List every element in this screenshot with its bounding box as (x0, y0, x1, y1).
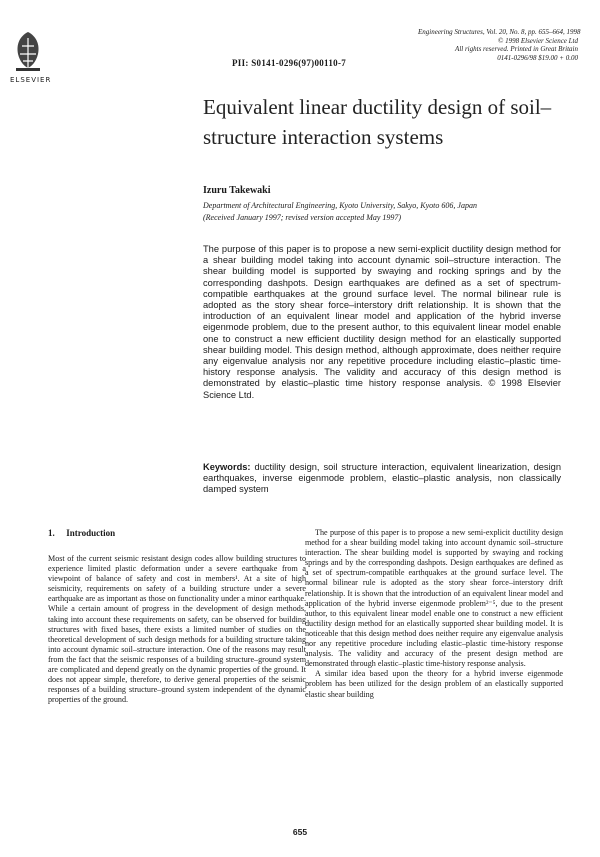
pii-code: PII: S0141-0296(97)00110-7 (232, 58, 347, 68)
journal-line: 0141-0296/98 $19.00 + 0.00 (497, 53, 578, 62)
author-name: Izuru Takewaki (203, 185, 271, 196)
page-number: 655 (292, 827, 308, 837)
keywords-label: Keywords: (203, 462, 251, 472)
received-dates: (Received January 1997; revised version accepted May 1997) (203, 213, 402, 222)
journal-line: All rights reserved. Printed in Great Britain (455, 45, 578, 53)
paper-title: Equivalent linear ductility design of soil–structure interaction systems (203, 95, 552, 149)
elsevier-logo (10, 28, 46, 74)
section-number: 1. (48, 528, 55, 538)
journal-line: © 1998 Elsevier Science Ltd (498, 36, 578, 45)
body-paragraph: Most of the current seismic resistant design codes allow building structures to experience limited plastic deformation under a severe earthquake from a viewpoint of balance of safety and cost in members¹. At a site of high seismicity, requirements on safety of a building structure under a severe earthquake are as important as those on functionality under a minor earthquake. While a certain amount of progress in the development of design methods, taking into account these requirements on safety, can be observed for building structures with fixed bases, there exists a limited number of studies on the theoretical development of such design methods for a building structure taking into account dynamic soil–structure interaction. One of the reasons may result from the fact that the seismic responses of a building structure–ground system are complicated and depend greatly on the dynamic properties of the ground. It does not appear simple, therefore, to derive general properties of the seismic responses of a building structure–ground system independent of the dynamic properties of the ground. (48, 554, 307, 705)
section-title: Introduction (66, 528, 116, 538)
journal-info (418, 28, 581, 62)
section-heading (48, 528, 306, 538)
body-paragraph: The purpose of this paper is to propose a new semi-explicit ductility design method for a shear building model taking into account dynamic soil–structure interaction. The shear building model is supported by swaying and rocking springs and by the corresponding dashpots. Design earthquakes are defined as a set of spectrum-compatible earthquakes at the ground surface level. The normal bilinear rule is adopted as the story shear force–interstory drift relationship. It is shown that the introduction of an equivalent linear model and application of the hybrid inverse eigenmode problem²⁻⁵, due to the present author, to this equivalent linear model enable one to construct a new efficient ductility design method for an elastically supported shear building model. It is noticeable that this design method does neither require any eigenvalue analysis nor any repetitive procedure including elastic–plastic time-history response analysis. The validity and accuracy of the present design method are demonstrated through elastic–plastic time-history response analysis. (305, 528, 563, 669)
affiliation: Department of Architectural Engineering, Kyoto University, Sakyo, Kyoto 606, Japan (203, 201, 477, 210)
publisher-name: ELSEVIER (10, 76, 52, 84)
keywords (203, 462, 561, 496)
journal-line: Engineering Structures, Vol. 20, No. 8, pp. 655–664, 1998 (418, 28, 581, 36)
right-column (305, 528, 563, 700)
body-paragraph: A similar idea based upon the theory for a hybrid inverse eigenmode problem has been utilized for the design problem of an elastically supported elastic shear building (305, 669, 563, 699)
affiliation-block (203, 200, 563, 224)
keywords-text: ductility design, soil structure interaction, equivalent linearization, design earthquakes, inverse eigenmode problem, elastic–plastic analysis, non classically damped system (203, 462, 561, 495)
abstract: The purpose of this paper is to propose a new semi-explicit ductility design method for a shear building model taking into account dynamic soil–structure interaction. The shear building model is supported by swaying and rocking springs and by the corresponding dashpots. Design earthquakes are defined as a set of spectrum-compatible earthquakes at the ground surface level. The normal bilinear rule is adopted as the story shear force–interstory drift relationship. It is shown that the introduction of an equivalent linear model and application of the hybrid inverse eigenmode problem, due to the present author, to this equivalent linear model enable one to construct a new efficient ductility design method for an elastically supported shear building model. This design method, although approximate, does neither require any eigenvalue analysis nor any repetitive procedure including elastic–plastic time-history response analysis. The validity and accuracy of this design method is demonstrated by elastic–plastic time history response analysis. © 1998 Elsevier Science Ltd. (203, 244, 561, 400)
left-column (48, 528, 306, 705)
